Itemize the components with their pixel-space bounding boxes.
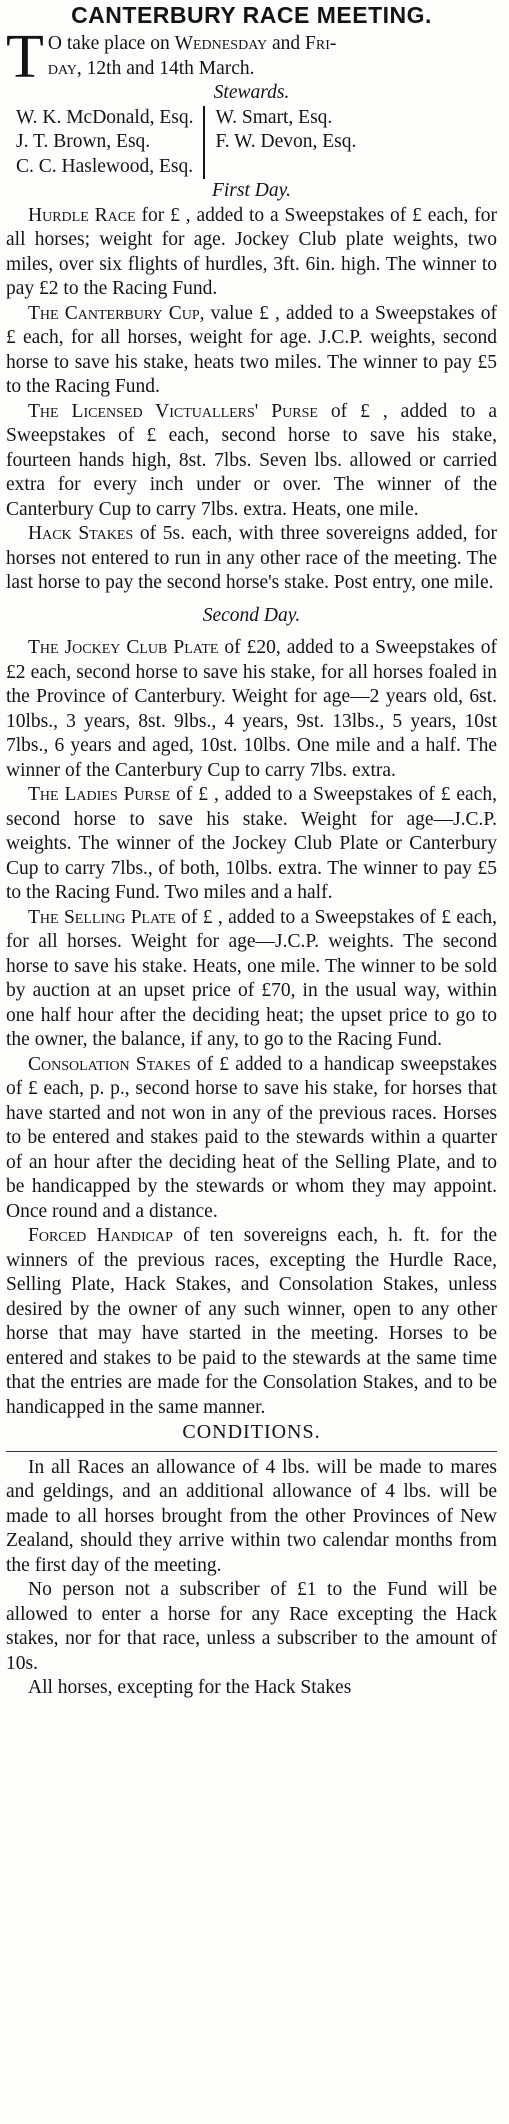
intro-text-b: and: [267, 33, 306, 54]
race-paragraph: [6, 783, 497, 906]
intro-text-c: , 12th and 14th March.: [76, 57, 255, 79]
race-name: The Canterbury Cup: [28, 302, 200, 324]
stewards-right-column: [203, 106, 366, 180]
drop-cap: T: [6, 23, 44, 91]
conditions-paragraph: All horses, excepting for the Hack Stakes: [28, 1677, 352, 1698]
race-text: of £20, added to a Sweepstakes of £2 each, second horse to save his stake, for all horses foaled in the Province of Canterbury. Weight for age—2 years old, 6st. 10lbs., 3 years, 8st. 9lbs., 4 years, 9st. 13lbs., 5 years, 10st 7lbs., 6 years and aged, 10st. 10lbs. One mile and a half. The winner of the Canterbury Cup to carry 7lbs. extra.: [6, 637, 497, 781]
race-paragraph: [6, 204, 497, 302]
race-text: of £ , added to a Sweepstakes of £ each, second horse to save his stake. Weight for age—J.C.P. weights. The winner of the Jockey Club Plate or Canterbury Cup to carry 7lbs., of both, 10lbs. extra. The winner to pay £5 to the Racing Fund. Two miles and a half.: [6, 784, 497, 903]
stewards-heading: Stewards.: [213, 82, 290, 103]
race-name: The Jockey Club Plate: [28, 637, 219, 658]
race-name: Hack Stakes: [28, 523, 134, 544]
race-paragraph: [6, 1224, 497, 1420]
stewards-left-column: [16, 106, 203, 180]
race-paragraph: [6, 1053, 497, 1225]
section-gap: [6, 628, 497, 636]
steward-name: C. C. Haslewood, Esq.: [16, 155, 194, 177]
conditions-paragraph: No person not a subscriber of £1 to the Fund will be allowed to enter a horse for any Race excepting the Hack stakes, nor for that race, unless a subscriber to the amount of 10s.: [6, 1579, 497, 1674]
steward-name: J. T. Brown, Esq.: [16, 131, 151, 152]
race-paragraph: [6, 636, 497, 783]
intro-text-a: O take place on: [47, 33, 175, 54]
race-text: of 5s. each, with three sovereigns added, for horses not entered to run in any other race of the meeting. The last horse to pay the second horse's stake. Post entry, one mile.: [6, 523, 497, 593]
divider: [6, 1451, 497, 1452]
conditions-paragraph: In all Races an allowance of 4 lbs. will be made to mares and geldings, and an additional allowance of 4 lbs. will be made to all horses brought from the other Provinces of New Zealand, should they arrive within two calendar months from the first day of the meeting.: [6, 1456, 497, 1576]
steward-name: W. K. McDonald, Esq.: [16, 106, 194, 128]
stewards-list: [6, 106, 497, 180]
intro-day2-part2: day: [47, 57, 77, 79]
race-name: The Ladies Purse: [28, 784, 171, 805]
race-name: Hurdle Race: [28, 204, 136, 226]
steward-name: F. W. Devon, Esq.: [215, 131, 357, 152]
page-title: CANTERBURY RACE MEETING.: [71, 2, 432, 28]
race-text: , value £ , added to a Sweepstakes of £ each, for all horses, weight for age. J.C.P. weights, second horse to save his stake, heats two miles. The winner to pay £5 to the Racing Fund.: [6, 302, 497, 397]
race-name: Consolation Stakes: [28, 1053, 191, 1075]
race-name: The Licensed Victuallers' Purse: [28, 400, 318, 422]
first-day-heading: First Day.: [211, 180, 292, 201]
conditions-heading: CONDITIONS.: [182, 1421, 321, 1443]
steward-name: W. Smart, Esq.: [215, 106, 333, 128]
race-text: of £ , added to a Sweepstakes of £ each, for all horses. Weight for age—J.C.P. weights. The second horse to save his stake. Heats, one mile. The winner to be sold by auction at an upset price of £70, in the usual way, within one half hour after the deciding heat; the upset price to go to the owner, the balance, if any, to go to the Racing Fund.: [6, 906, 497, 1050]
race-paragraph: [6, 302, 497, 400]
intro-day1: Wednesday: [174, 33, 268, 54]
race-text: of £ added to a handicap sweepstakes of £ each, p. p., second horse to save his stake, for horses that have started and not won in any of the previous races. Horses to be entered and stakes paid to the stewards within a quarter of an hour after the deciding heat of the Selling Plate, and to be handicapped by the stewards or whom they may appoint. Once round and a distance.: [6, 1053, 497, 1222]
race-name: Forced Handicap: [28, 1225, 173, 1246]
section-gap: [6, 596, 497, 604]
intro-day2-part1: Fri-: [305, 33, 337, 54]
race-text: of ten sovereigns each, h. ft. for the winners of the previous races, excepting the Hurdle Race, Selling Plate, Hack Stakes, and Consolation Stakes, unless desired by the owner of any such winner, open to any other horse that may have started in the meeting. Horses to be entered and stakes to be paid to the stewards at the same time that the entries are made for the Consolation Stakes, and to be handicapped in the same manner.: [6, 1225, 497, 1418]
race-paragraph: [6, 400, 497, 523]
race-text: for £ , added to a Sweepstakes of £ each, for all horses; weight for age. Jockey Club plate weights, two miles, over six flights of hurdles, 3ft. 6in. high. The winner to pay £2 to the Racing Fund.: [6, 204, 497, 299]
race-name: The Selling Plate: [28, 906, 176, 928]
intro-paragraph: [6, 23, 497, 91]
race-paragraph: [6, 522, 497, 596]
race-paragraph: [6, 906, 497, 1053]
second-day-heading: Second Day.: [202, 604, 301, 626]
race-text: of £ , added to a Sweepstakes of £ each, second horse to save his stake, fourteen hands high, 8st. 7lbs. Seven lbs. allowed or carried extra for every inch under or over. The winner of the Canterbury Cup to carry 7lbs. extra. Heats, one mile.: [6, 400, 497, 520]
